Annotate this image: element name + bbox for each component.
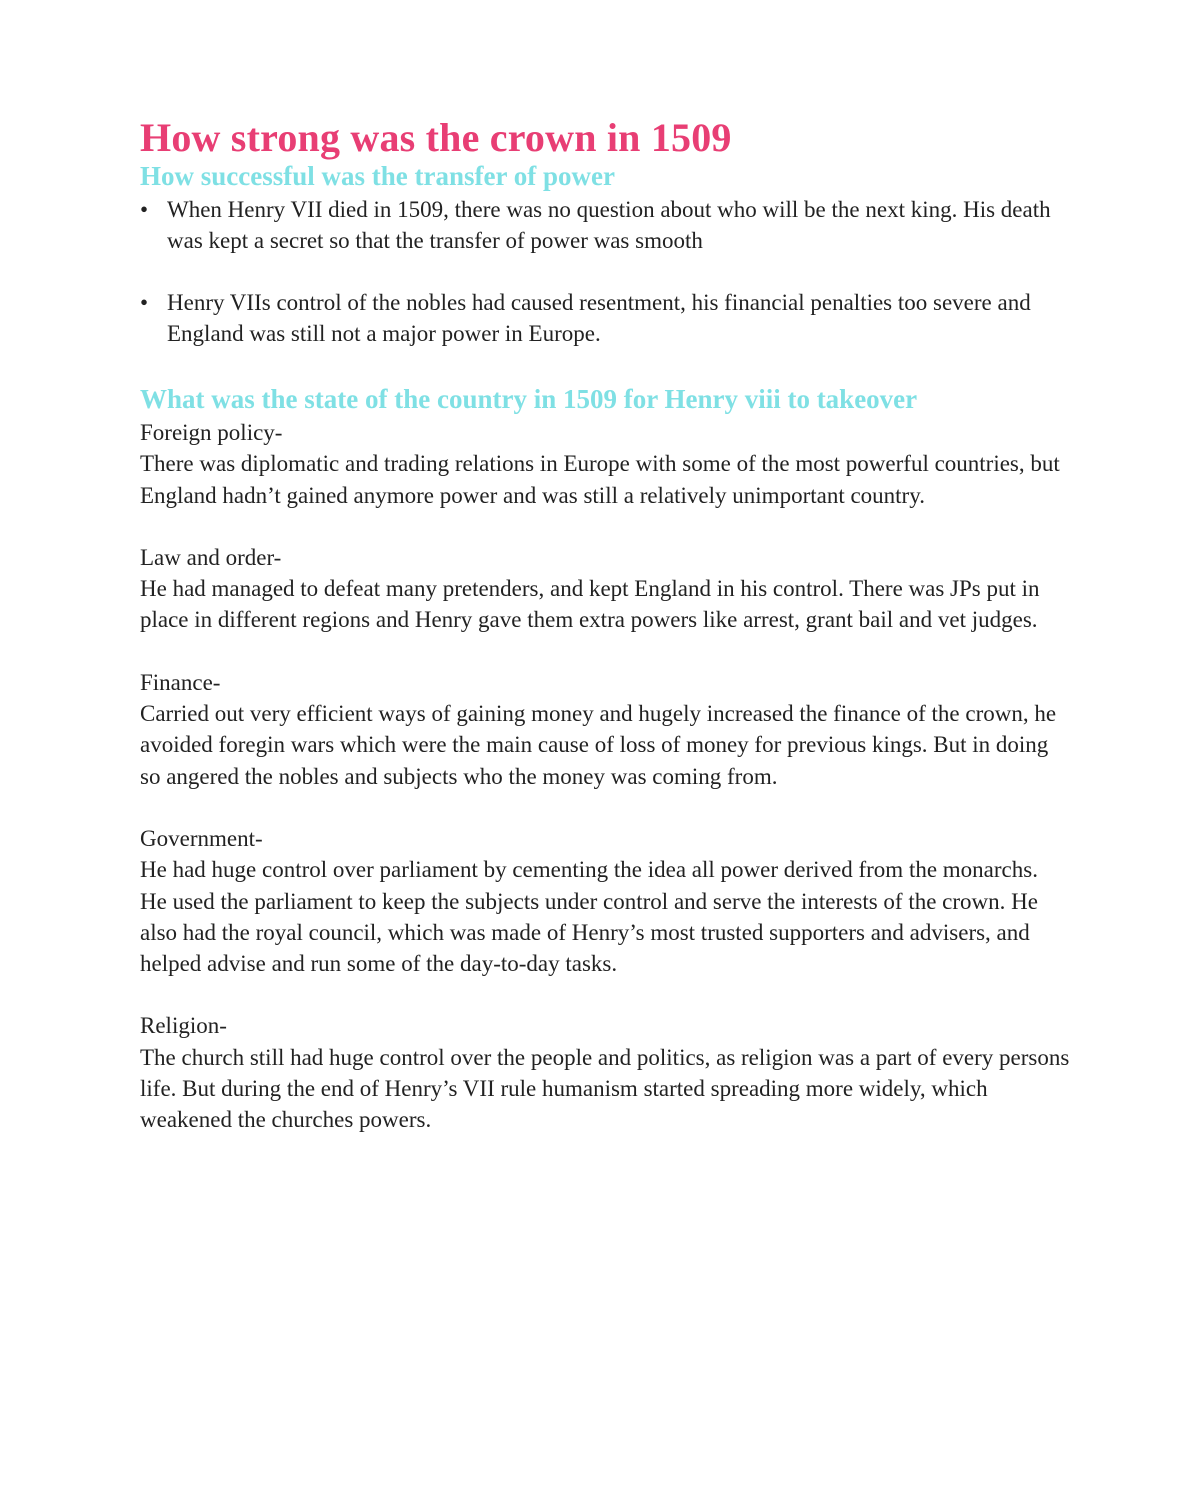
section-label: Finance- — [140, 669, 221, 695]
list-item — [140, 194, 1070, 256]
section-foreign-policy — [140, 417, 1070, 511]
list-item — [140, 287, 1070, 349]
bullet-text: When Henry VII died in 1509, there was no question about who will be the next king. His death was kept a secret so that the transfer of power was smooth — [167, 197, 1051, 253]
section-text: He had huge control over parliament by cementing the idea all power derived from the monarchs. He used the parliament to keep the subjects under control and serve the interests of the crown. He also had the royal council, which was made of Henry’s most trusted supporters and advisers, and helped advise and run some of the day-to-day tasks. — [140, 857, 1038, 977]
section-text: Carried out very efficient ways of gaining money and hugely increased the finance of the crown, he avoided foregin wars which were the main cause of loss of money for previous kings. But in doing so angered the nobles and subjects who the money was coming from. — [140, 701, 1057, 789]
page-title: How strong was the crown in 1509 — [140, 115, 732, 160]
transfer-bullet-list — [140, 194, 1070, 349]
section-text: He had managed to defeat many pretenders, and kept England in his control. There was JPs put in place in different regions and Henry gave them extra powers like arrest, grant bail and vet judges. — [140, 576, 1040, 633]
section-label: Law and order- — [140, 544, 282, 570]
bullet-text: Henry VIIs control of the nobles had caused resentment, his financial penalties too severe and England was still not a major power in Europe. — [167, 290, 1031, 346]
section-text: The church still had huge control over the people and politics, as religion was a part of every persons life. But during the end of Henry’s VII rule humanism started spreading more widely, which weakened the churches powers. — [140, 1044, 1070, 1133]
section-religion — [140, 1010, 1070, 1135]
section-label: Religion- — [140, 1013, 227, 1039]
section-label: Foreign policy- — [140, 420, 283, 445]
section-law-and-order — [140, 542, 1070, 636]
document-page — [140, 112, 1070, 1136]
section-text: There was diplomatic and trading relations in Europe with some of the most powerful countries, but England hadn’t gained anymore power and was still a relatively unimportant country. — [140, 451, 1060, 508]
bullet-icon: • — [140, 290, 149, 315]
state-heading: What was the state of the country in 1509 for Henry viii to takeover — [140, 384, 918, 414]
section-finance — [140, 667, 1070, 792]
transfer-heading: How successful was the transfer of power — [140, 161, 615, 191]
section-government — [140, 823, 1070, 979]
section-label: Government- — [140, 825, 263, 851]
bullet-icon: • — [140, 197, 149, 222]
